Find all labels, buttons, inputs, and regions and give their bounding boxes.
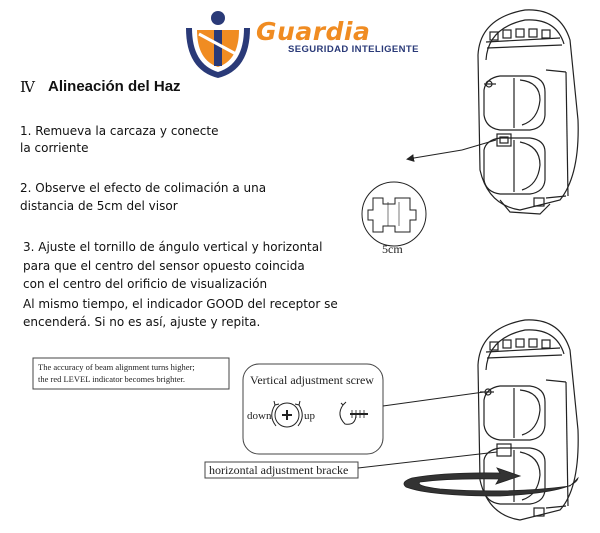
vertical-adjustment-title: Vertical adjustment screw	[250, 373, 374, 387]
horizontal-rotation-arrow-icon	[404, 468, 578, 496]
step-3-line-3: con el centro del orificio de visualización	[23, 277, 268, 291]
note-line-1: The accuracy of beam alignment turns higher;	[38, 362, 195, 372]
logo-wordmark: Guardia	[256, 17, 371, 46]
step-1-line-1: 1. Remueva la carcaza y conecte	[20, 124, 219, 138]
step-3-line-2: para que el centro del sensor opuesto coincida	[23, 259, 305, 273]
distance-label: 5cm	[382, 242, 403, 256]
step-2-line-2: distancia de 5cm del visor	[20, 199, 178, 213]
horizontal-bracket-label: horizontal adjustment bracke	[209, 463, 349, 477]
note-line-2: the red LEVEL indicator becomes brighter.	[38, 374, 185, 384]
sensor-housing-top	[478, 10, 578, 214]
viewfinder-circle	[362, 182, 426, 246]
step-3-line-4: Al mismo tiempo, el indicador GOOD del receptor se	[23, 297, 338, 311]
section-number: Ⅳ	[20, 78, 35, 96]
logo-tagline: SEGURIDAD INTELIGENTE	[288, 44, 419, 55]
step-2-line-1: 2. Observe el efecto de colimación a una	[20, 181, 267, 195]
down-label: down	[247, 410, 272, 422]
up-label: up	[304, 410, 315, 422]
step-1-line-2: la corriente	[20, 141, 89, 155]
step-3-line-1: 3. Ajuste el tornillo de ángulo vertical y horizontal	[23, 240, 323, 254]
section-title: Alineación del Haz	[48, 78, 181, 95]
step-3-line-5: encenderá. Si no es así, ajuste y repita.	[23, 315, 261, 329]
